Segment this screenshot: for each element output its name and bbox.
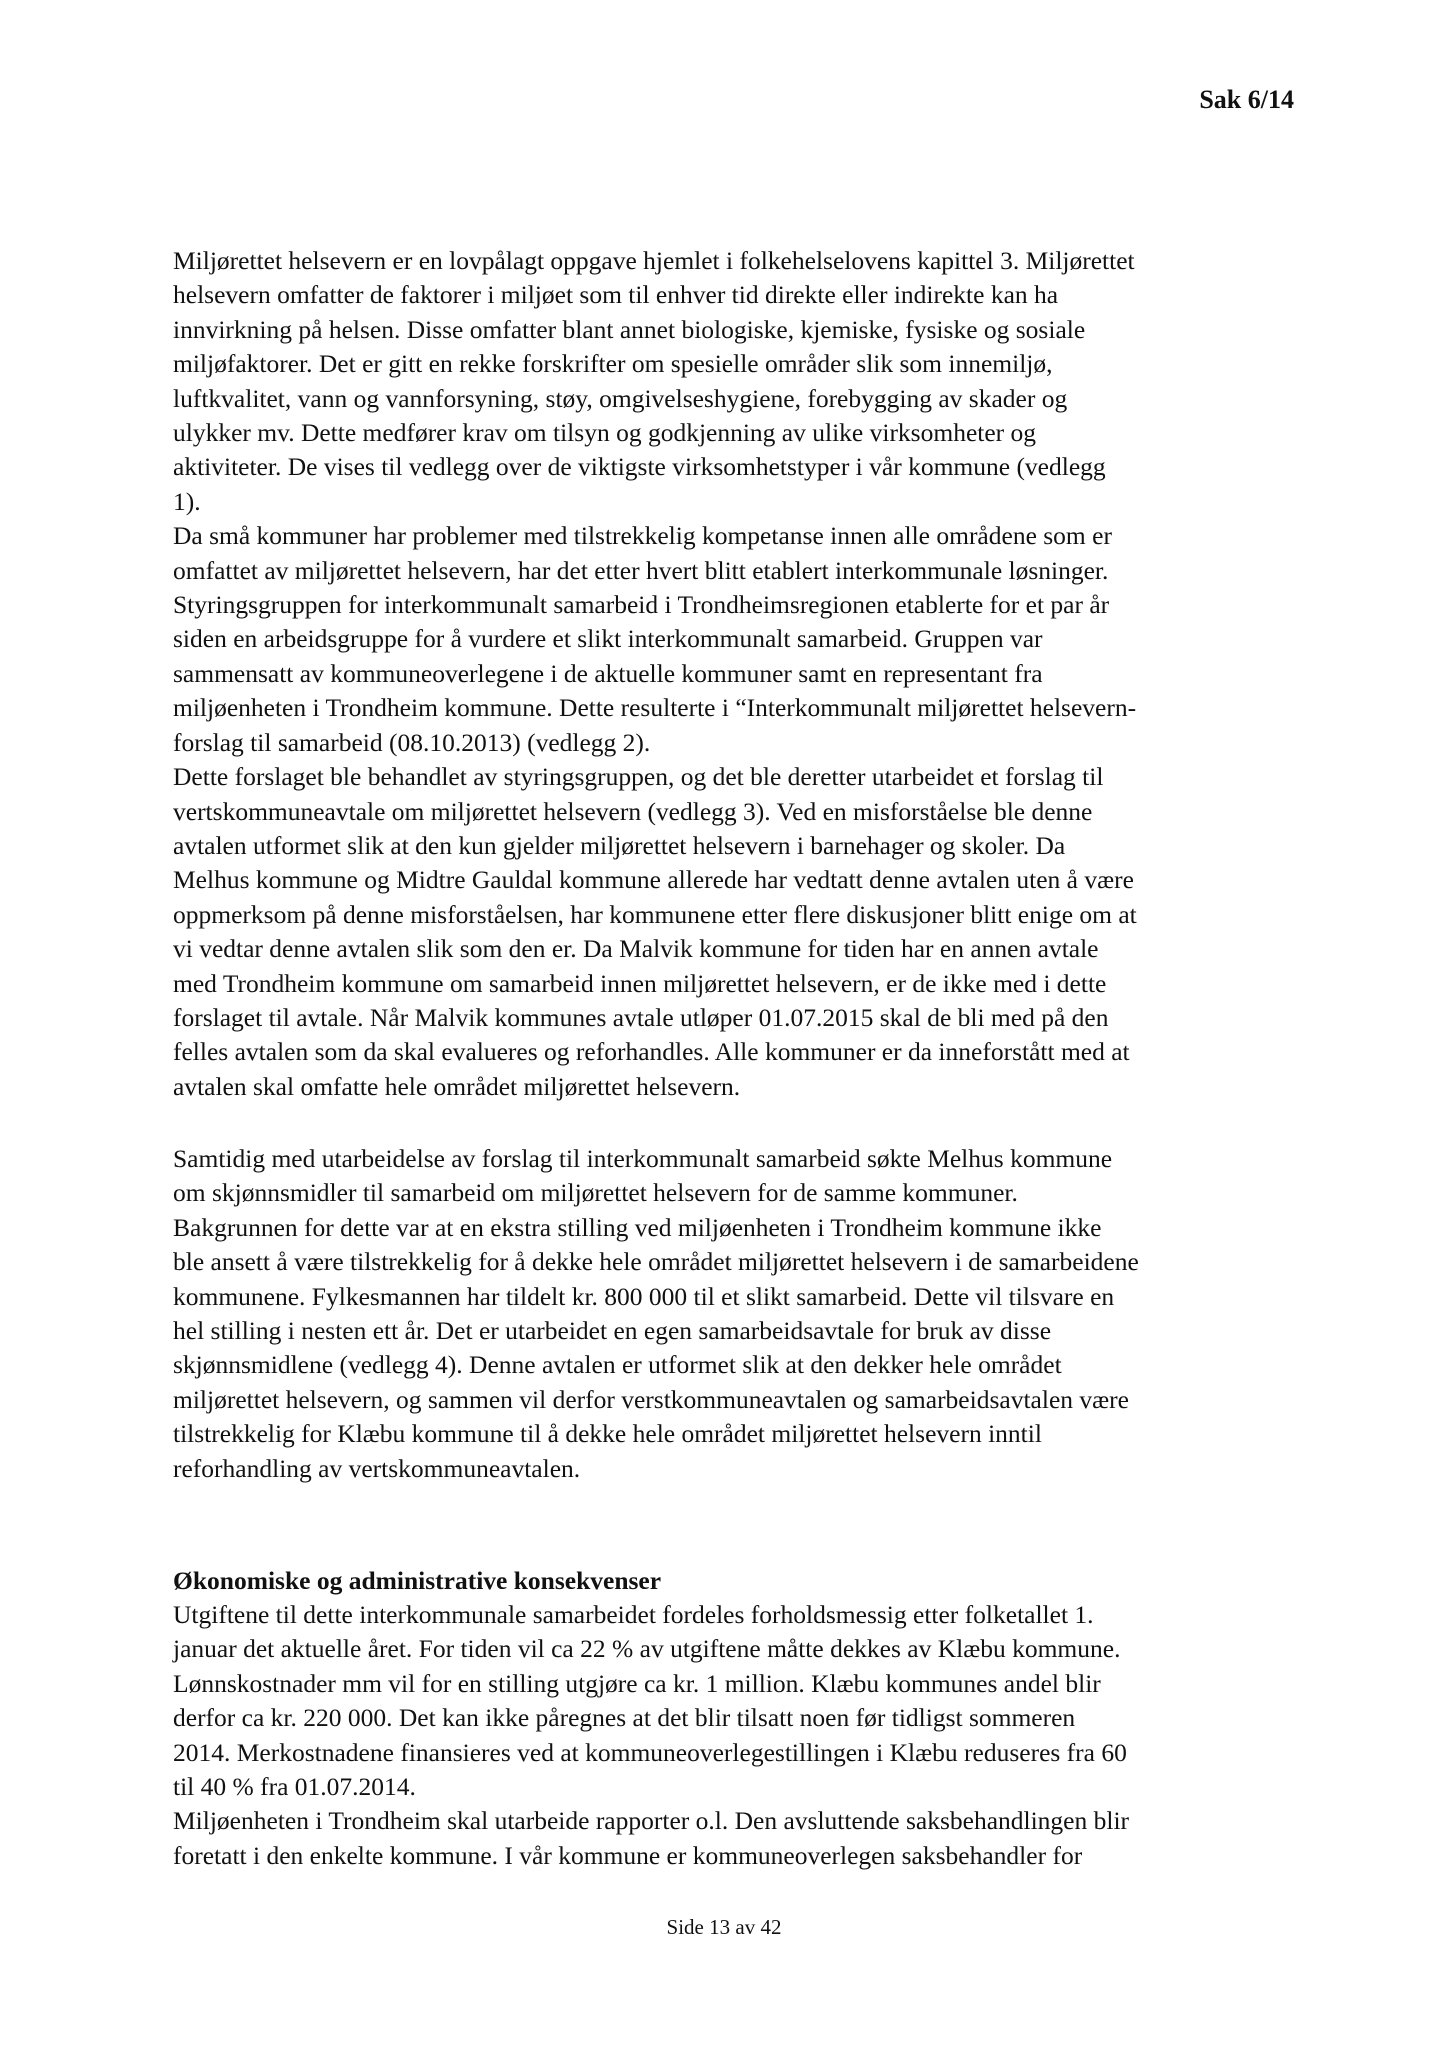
text-line: 2014. Merkostnadene finansieres ved at kommuneoverlegestillingen i Klæbu reduseres fra 60 [173,1737,1127,1767]
text-line: januar det aktuelle året. For tiden vil ca 22 % av utgiftene måtte dekkes av Klæbu kommune. [173,1634,1121,1664]
text-line: avtalen utformet slik at den kun gjelder miljørettet helsevern i barnehager og skoler. Da [173,830,1066,860]
text-line: skjønnsmidlene (vedlegg 4). Denne avtalen er utformet slik at den dekker hele området [173,1350,1062,1380]
page-number: Side 13 av 42 [666,1915,782,1939]
text-line: 1). [173,486,201,516]
text-line: reforhandling av vertskommuneavtalen. [173,1453,581,1483]
paragraph-main [173,244,1293,1104]
text-line: aktiviteter. De vises til vedlegg over de viktigste virksomhetstyper i vår kommune (vedlegg [173,452,1106,482]
text-line: ble ansett å være tilstrekkelig for å dekke hele området miljørettet helsevern i de samarbeidene [173,1247,1139,1277]
paragraph-economics [173,1598,1293,1873]
text-line: tilstrekkelig for Klæbu kommune til å dekke hele området miljørettet helsevern inntil [173,1419,1042,1449]
text-line: siden en arbeidsgruppe for å vurdere et slikt interkommunalt samarbeid. Gruppen var [173,624,1043,654]
text-line: miljøfaktorer. Det er gitt en rekke forskrifter om spesielle områder slik som innemiljø, [173,349,1053,379]
text-line: Samtidig med utarbeidelse av forslag til interkommunalt samarbeid søkte Melhus kommune [173,1144,1113,1173]
text-line: Miljøenheten i Trondheim skal utarbeide rapporter o.l. Den avsluttende saksbehandlingen blir [173,1806,1130,1836]
text-line: Utgiftene til dette interkommunale samarbeidet fordeles forholdsmessig etter folketallet 1. [173,1600,1094,1629]
text-line: miljørettet helsevern, og sammen vil derfor verstkommuneavtalen og samarbeidsavtalen være [173,1384,1129,1414]
text-line: miljøenheten i Trondheim kommune. Dette resulterte i “Interkommunalt miljørettet helsevern- [173,693,1137,723]
text-line: Da små kommuner har problemer med tilstrekkelig kompetanse innen alle områdene som er [173,521,1112,551]
case-reference: Sak 6/14 [1199,85,1294,114]
text-line: forslag til samarbeid (08.10.2013) (vedlegg 2). [173,727,651,757]
text-line: Bakgrunnen for dette var at en ekstra stilling ved miljøenheten i Trondheim kommune ikke [173,1212,1102,1242]
text-line: oppmerksom på denne misforståelsen, har kommunene etter flere diskusjoner blitt enige om at [173,899,1137,929]
text-line: med Trondheim kommune om samarbeid innen miljørettet helsevern, er de ikke med i dette [173,968,1107,998]
text-line: innvirkning på helsen. Disse omfatter blant annet biologiske, kjemiske, fysiske og sosiale [173,314,1086,344]
text-line: luftkvalitet, vann og vannforsyning, støy, omgivelseshygiene, forebygging av skader og [173,383,1068,413]
text-line: felles avtalen som da skal evalueres og reforhandles. Alle kommuner er da inneforstått med at [173,1037,1130,1067]
text-line: ulykker mv. Dette medfører krav om tilsyn og godkjenning av ulike virksomheter og [173,418,1037,448]
text-line: Miljørettet helsevern er en lovpålagt oppgave hjemlet i folkehelselovens kapittel 3. Miljørettet [173,246,1135,275]
section-heading: Økonomiske og administrative konsekvenser [173,1566,662,1595]
text-line: omfattet av miljørettet helsevern, har det etter hvert blitt etablert interkommunale løsninger. [173,555,1109,585]
text-line: om skjønnsmidler til samarbeid om miljørettet helsevern for de samme kommuner. [173,1178,1018,1208]
text-line: Styringsgruppen for interkommunalt samarbeid i Trondheimsregionen etablerte for et par år [173,590,1110,620]
text-line: hel stilling i nesten ett år. Det er utarbeidet en egen samarbeidsavtale for bruk av disse [173,1316,1052,1346]
text-line: vertskommuneavtale om miljørettet helsevern (vedlegg 3). Ved en misforståelse ble denne [173,796,1093,826]
text-line: vi vedtar denne avtalen slik som den er. Da Malvik kommune for tiden har en annen avtale [173,934,1099,964]
text-line: avtalen skal omfatte hele området miljørettet helsevern. [173,1071,741,1101]
text-line: derfor ca kr. 220 000. Det kan ikke påregnes at det blir tilsatt noen før tidligst sommeren [173,1703,1076,1733]
text-line: forslaget til avtale. Når Malvik kommunes avtale utløper 01.07.2015 skal de bli med på den [173,1002,1109,1032]
text-line: Lønnskostnader mm vil for en stilling utgjøre ca kr. 1 million. Klæbu kommunes andel blir [173,1668,1101,1698]
paragraph-funding [173,1142,1293,1486]
text-line: Dette forslaget ble behandlet av styringsgruppen, og det ble deretter utarbeidet et forslag til [173,762,1104,792]
text-line: foretatt i den enkelte kommune. I vår kommune er kommuneoverlegen saksbehandler for [173,1840,1083,1870]
text-line: til 40 % fra 01.07.2014. [173,1772,416,1802]
text-line: sammensatt av kommuneoverlegene i de aktuelle kommuner samt en representant fra [173,658,1043,688]
text-line: helsevern omfatter de faktorer i miljøet som til enhver tid direkte eller indirekte kan ha [173,280,1059,310]
text-line: kommunene. Fylkesmannen har tildelt kr. 800 000 til et slikt samarbeid. Dette vil tilsvare en [173,1281,1115,1311]
text-line: Melhus kommune og Midtre Gauldal kommune allerede har vedtatt denne avtalen uten å være [173,865,1134,895]
